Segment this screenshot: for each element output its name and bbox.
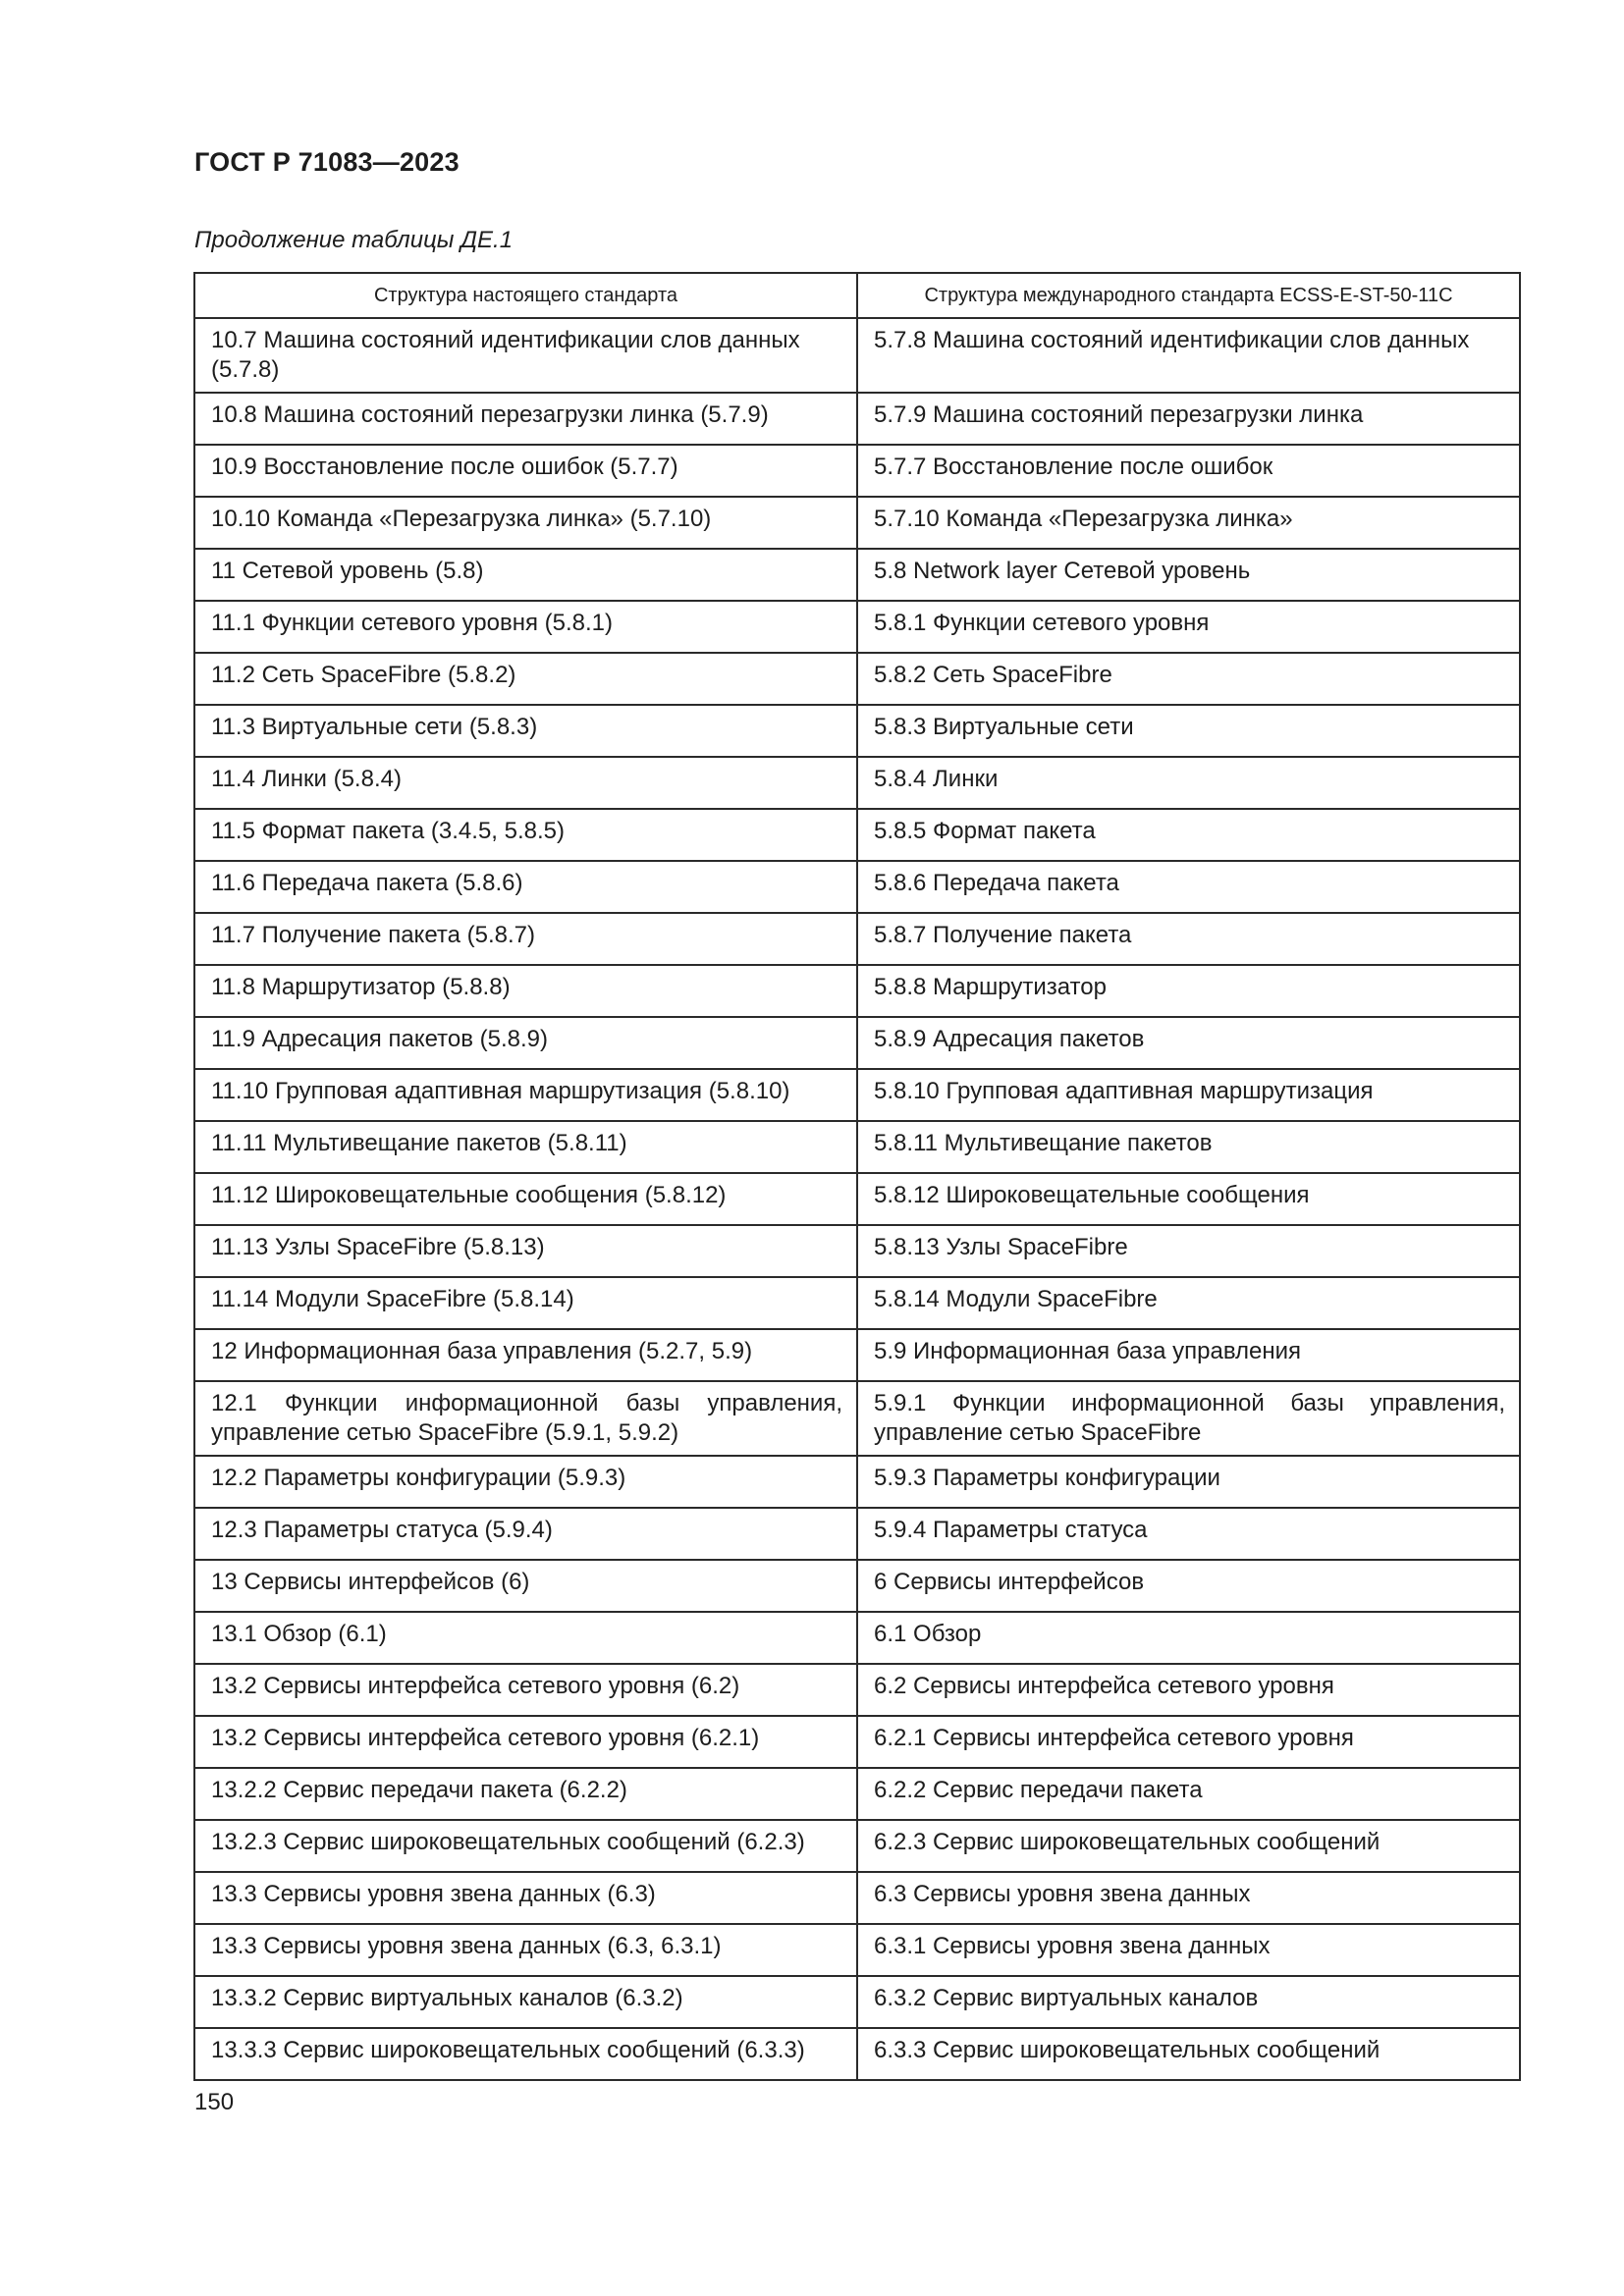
cell-international-section: 5.8.5 Формат пакета [857, 809, 1520, 861]
cell-international-section: 5.8 Network layer Сетевой уровень [857, 549, 1520, 601]
cell-international-section: 6.2.1 Сервисы интерфейса сетевого уровня [857, 1716, 1520, 1768]
cell-national-section: 11.14 Модули SpaceFibre (5.8.14) [194, 1277, 857, 1329]
table-row [194, 809, 1520, 861]
cell-national-section: 13.2 Сервисы интерфейса сетевого уровня (6.2.1) [194, 1716, 857, 1768]
cell-national-section: 12.2 Параметры конфигурации (5.9.3) [194, 1456, 857, 1508]
table-row [194, 861, 1520, 913]
cell-national-section: 11 Сетевой уровень (5.8) [194, 549, 857, 601]
cell-international-section: 5.7.7 Восстановление после ошибок [857, 445, 1520, 497]
table-row [194, 1173, 1520, 1225]
table-row [194, 318, 1520, 393]
table-row [194, 1225, 1520, 1277]
cell-international-section: 5.9.1 Функции информационной базы управления, управление сетью SpaceFibre [857, 1381, 1520, 1456]
cell-international-section: 5.8.14 Модули SpaceFibre [857, 1277, 1520, 1329]
cell-national-section: 11.8 Маршрутизатор (5.8.8) [194, 965, 857, 1017]
cell-national-section: 13.2.2 Сервис передачи пакета (6.2.2) [194, 1768, 857, 1820]
cell-international-section: 5.8.2 Сеть SpaceFibre [857, 653, 1520, 705]
table-row [194, 1456, 1520, 1508]
cell-international-section: 6.2.2 Сервис передачи пакета [857, 1768, 1520, 1820]
table-row [194, 1820, 1520, 1872]
table-row [194, 1664, 1520, 1716]
cell-national-section: 11.7 Получение пакета (5.8.7) [194, 913, 857, 965]
table-row [194, 445, 1520, 497]
table-body [194, 318, 1520, 2080]
table-row [194, 1612, 1520, 1664]
table-row [194, 1329, 1520, 1381]
cell-international-section: 5.8.4 Линки [857, 757, 1520, 809]
table-row [194, 1508, 1520, 1560]
cell-international-section: 5.8.8 Маршрутизатор [857, 965, 1520, 1017]
cell-national-section: 12 Информационная база управления (5.2.7, 5.9) [194, 1329, 857, 1381]
cell-national-section: 10.7 Машина состояний идентификации слов данных (5.7.8) [194, 318, 857, 393]
cell-national-section: 13 Сервисы интерфейсов (6) [194, 1560, 857, 1612]
table-row [194, 1121, 1520, 1173]
table-row [194, 393, 1520, 445]
column-header-international: Структура международного стандарта ECSS-E-ST-50-11C [857, 273, 1520, 318]
cell-national-section: 11.3 Виртуальные сети (5.8.3) [194, 705, 857, 757]
cell-international-section: 5.7.9 Машина состояний перезагрузки линка [857, 393, 1520, 445]
cell-international-section: 5.8.12 Широковещательные сообщения [857, 1173, 1520, 1225]
cell-national-section: 13.3.3 Сервис широковещательных сообщений (6.3.3) [194, 2028, 857, 2080]
cell-national-section: 11.2 Сеть SpaceFibre (5.8.2) [194, 653, 857, 705]
table-row [194, 2028, 1520, 2080]
cell-international-section: 6.2.3 Сервис широковещательных сообщений [857, 1820, 1520, 1872]
column-header-national: Структура настоящего стандарта [194, 273, 857, 318]
cell-international-section: 6.2 Сервисы интерфейса сетевого уровня [857, 1664, 1520, 1716]
cell-international-section: 5.8.6 Передача пакета [857, 861, 1520, 913]
cell-national-section: 11.12 Широковещательные сообщения (5.8.12) [194, 1173, 857, 1225]
cell-national-section: 11.4 Линки (5.8.4) [194, 757, 857, 809]
table-row [194, 1381, 1520, 1456]
cell-national-section: 13.2 Сервисы интерфейса сетевого уровня (6.2) [194, 1664, 857, 1716]
table-row [194, 1277, 1520, 1329]
cell-national-section: 10.10 Команда «Перезагрузка линка» (5.7.10) [194, 497, 857, 549]
table-row [194, 1716, 1520, 1768]
table-row [194, 1872, 1520, 1924]
table-row [194, 497, 1520, 549]
cell-national-section: 10.9 Восстановление после ошибок (5.7.7) [194, 445, 857, 497]
table-row [194, 653, 1520, 705]
table-row [194, 1017, 1520, 1069]
cell-international-section: 6.3.2 Сервис виртуальных каналов [857, 1976, 1520, 2028]
cell-national-section: 11.5 Формат пакета (3.4.5, 5.8.5) [194, 809, 857, 861]
table-row [194, 965, 1520, 1017]
cell-national-section: 11.1 Функции сетевого уровня (5.8.1) [194, 601, 857, 653]
cell-national-section: 11.6 Передача пакета (5.8.6) [194, 861, 857, 913]
cell-international-section: 5.8.7 Получение пакета [857, 913, 1520, 965]
cell-international-section: 5.8.11 Мультивещание пакетов [857, 1121, 1520, 1173]
table-row [194, 1976, 1520, 2028]
cell-international-section: 5.7.8 Машина состояний идентификации слов данных [857, 318, 1520, 393]
cell-international-section: 6.3.1 Сервисы уровня звена данных [857, 1924, 1520, 1976]
cell-national-section: 13.1 Обзор (6.1) [194, 1612, 857, 1664]
structure-mapping-table [193, 272, 1521, 2081]
cell-international-section: 5.8.1 Функции сетевого уровня [857, 601, 1520, 653]
cell-national-section: 13.2.3 Сервис широковещательных сообщений (6.2.3) [194, 1820, 857, 1872]
cell-international-section: 5.8.13 Узлы SpaceFibre [857, 1225, 1520, 1277]
table-row [194, 1924, 1520, 1976]
table-row [194, 1069, 1520, 1121]
cell-international-section: 5.9.4 Параметры статуса [857, 1508, 1520, 1560]
table-row [194, 757, 1520, 809]
cell-international-section: 5.8.9 Адресация пакетов [857, 1017, 1520, 1069]
cell-international-section: 5.8.10 Групповая адаптивная маршрутизация [857, 1069, 1520, 1121]
cell-international-section: 5.9 Информационная база управления [857, 1329, 1520, 1381]
table-header-row [194, 273, 1520, 318]
cell-national-section: 13.3.2 Сервис виртуальных каналов (6.3.2) [194, 1976, 857, 2028]
cell-national-section: 11.11 Мультивещание пакетов (5.8.11) [194, 1121, 857, 1173]
cell-national-section: 11.10 Групповая адаптивная маршрутизация (5.8.10) [194, 1069, 857, 1121]
table-caption: Продолжение таблицы ДЕ.1 [194, 227, 514, 253]
table-header [194, 273, 1520, 318]
table-row [194, 601, 1520, 653]
cell-national-section: 11.9 Адресация пакетов (5.8.9) [194, 1017, 857, 1069]
cell-international-section: 5.8.3 Виртуальные сети [857, 705, 1520, 757]
cell-international-section: 5.7.10 Команда «Перезагрузка линка» [857, 497, 1520, 549]
document-header: ГОСТ Р 71083—2023 [194, 147, 460, 177]
table-row [194, 1560, 1520, 1612]
table-row [194, 913, 1520, 965]
cell-international-section: 6.3 Сервисы уровня звена данных [857, 1872, 1520, 1924]
cell-international-section: 6.3.3 Сервис широковещательных сообщений [857, 2028, 1520, 2080]
page-number: 150 [194, 2089, 235, 2115]
table-row [194, 1768, 1520, 1820]
cell-international-section: 6.1 Обзор [857, 1612, 1520, 1664]
cell-national-section: 12.1 Функции информационной базы управления, управление сетью SpaceFibre (5.9.1, 5.9.2) [194, 1381, 857, 1456]
cell-national-section: 12.3 Параметры статуса (5.9.4) [194, 1508, 857, 1560]
table-row [194, 549, 1520, 601]
cell-national-section: 10.8 Машина состояний перезагрузки линка (5.7.9) [194, 393, 857, 445]
cell-national-section: 13.3 Сервисы уровня звена данных (6.3) [194, 1872, 857, 1924]
cell-international-section: 5.9.3 Параметры конфигурации [857, 1456, 1520, 1508]
cell-international-section: 6 Сервисы интерфейсов [857, 1560, 1520, 1612]
cell-national-section: 11.13 Узлы SpaceFibre (5.8.13) [194, 1225, 857, 1277]
cell-national-section: 13.3 Сервисы уровня звена данных (6.3, 6.3.1) [194, 1924, 857, 1976]
table-row [194, 705, 1520, 757]
